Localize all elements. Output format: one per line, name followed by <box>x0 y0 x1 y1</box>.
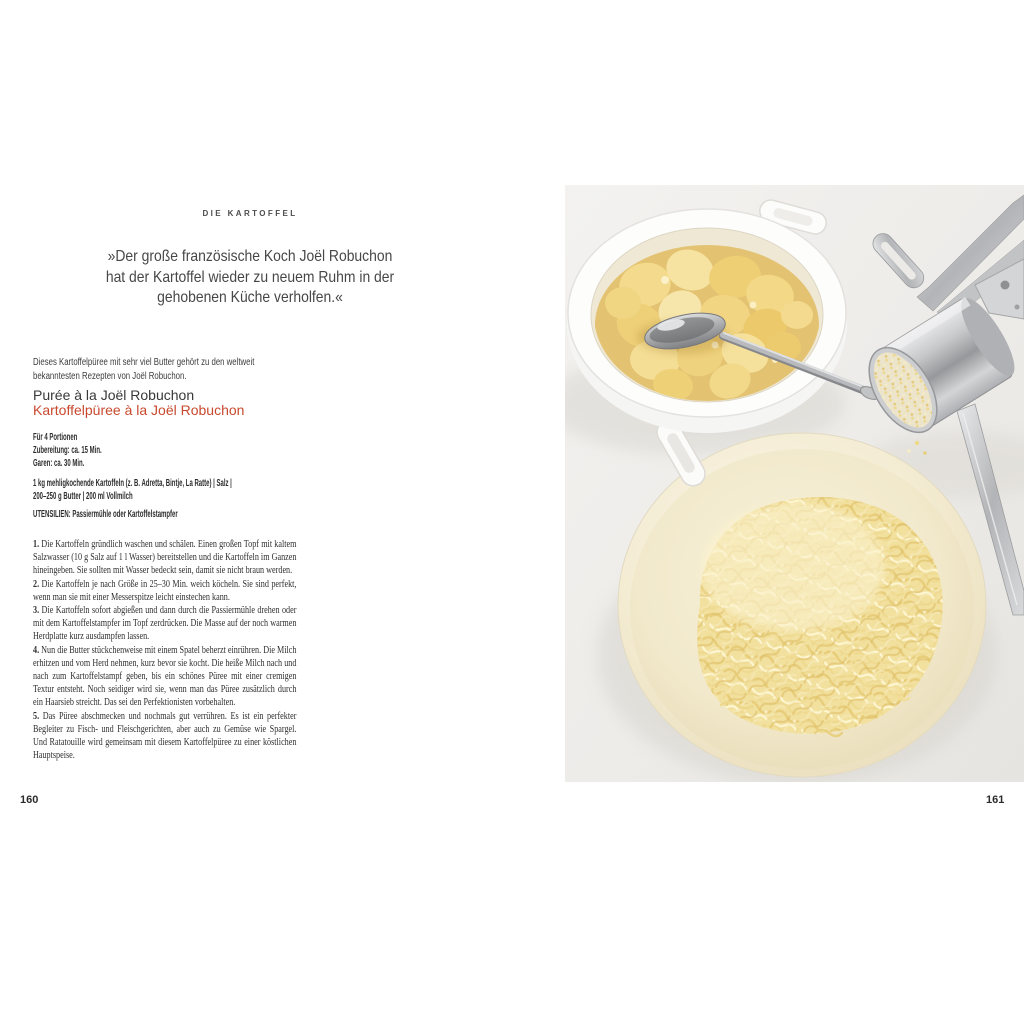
step-number: 1. <box>33 538 40 550</box>
bowl-illustration <box>618 433 986 777</box>
step-paragraph: 5. Das Püree abschmecken und nochmals gut verrühren. Es ist ein perfekter Begleiter zu Fisch- und Fleischgerichten, aber auch zu Gemüse wie Spargel. Und Ratatouille wird gemeinsam mit diesem Kartoffelpüree zu einer köstlichen Hauptspeise. <box>33 709 297 762</box>
pull-quote-line: gehobenen Küche verholfen.« <box>157 289 343 306</box>
step-paragraph: 1. Die Kartoffeln gründlich waschen und schälen. Einen großen Topf mit kaltem Salzwasser (10 g Salz auf 1 l Wasser) bereitstellen und die Kartoffeln im Ganzen hineingeben. Sie sollten mit Wasser bedeckt sein, damit sie nicht braun werden. <box>33 538 297 577</box>
ingredients-line: 1 kg mehligkochende Kartoffeln (z. B. Adretta, Bintje, La Ratte) | Salz | <box>33 478 232 489</box>
riced-potatoes <box>697 497 943 736</box>
recipe-intro-line: Dieses Kartoffelpüree mit sehr viel Butter gehört zu den weltweit <box>33 357 255 368</box>
prep-time: Zubereitung: ca. 15 Min. <box>33 445 102 456</box>
step-number: 5. <box>33 709 40 722</box>
chapter-kicker: DIE KARTOFFEL <box>202 209 298 218</box>
step-paragraph: 3. Die Kartoffeln sofort abgießen und dann durch die Passiermühle drehen oder mit dem Kartoffelstampfer im Topf zerdrücken. Die Masse auf der noch warmen Herdplatte kurz ausdampfen lassen. <box>33 604 297 643</box>
pull-quote <box>20 247 480 309</box>
pull-quote-line: »Der große französische Koch Joël Robuchon <box>107 248 393 265</box>
recipe-photo-illustration <box>565 185 1024 782</box>
ingredients-line: 200–250 g Butter | 200 ml Vollmilch <box>33 491 133 502</box>
recipe-intro-line: bekanntesten Rezepten von Joël Robuchon. <box>33 371 187 382</box>
utensils <box>33 508 274 521</box>
page-number-left: 160 <box>20 794 39 806</box>
recipe-photo <box>565 185 1024 782</box>
ingredients <box>33 477 364 503</box>
utensils-line: UTENSILIEN: Passiermühle oder Kartoffelstampfer <box>33 509 178 520</box>
step-number: 4. <box>33 643 40 656</box>
step-number: 3. <box>33 604 40 617</box>
recipe-intro <box>33 356 317 384</box>
page-number-right: 161 <box>986 794 1005 806</box>
recipe-meta <box>33 431 147 470</box>
recipe-steps <box>33 538 296 762</box>
step-paragraph: 4. Nun die Butter stückchenweise mit einem Spatel beherzt einrühren. Die Milch erhitzen und vom Herd nehmen, kurz bevor sie kocht. Die heiße Milch nach und nach zum Kartoffelstampf geben, bis ein schönes Püree mit einer cremigen Textur entsteht. Noch seidiger wird sie, wenn man das Püree zusätzlich durch ein Haarsieb streicht. Das sei den Perfektionisten vorbehalten. <box>33 643 297 709</box>
recipe-title: Purée à la Joël Robuchon <box>33 387 195 403</box>
cook-time: Garen: ca. 30 Min. <box>33 458 85 469</box>
recipe-subtitle: Kartoffelpüree à la Joël Robuchon <box>33 402 245 418</box>
step-paragraph: 2. Die Kartoffeln je nach Größe in 25–30 Min. weich köcheln. Sie sind perfekt, wenn man sie mit einer Messerspitze leicht einstechen kann. <box>33 577 297 603</box>
pull-quote-line: hat der Kartoffel wieder zu neuem Ruhm in der <box>105 268 395 286</box>
servings: Für 4 Portionen <box>33 432 78 443</box>
step-number: 2. <box>33 577 40 590</box>
